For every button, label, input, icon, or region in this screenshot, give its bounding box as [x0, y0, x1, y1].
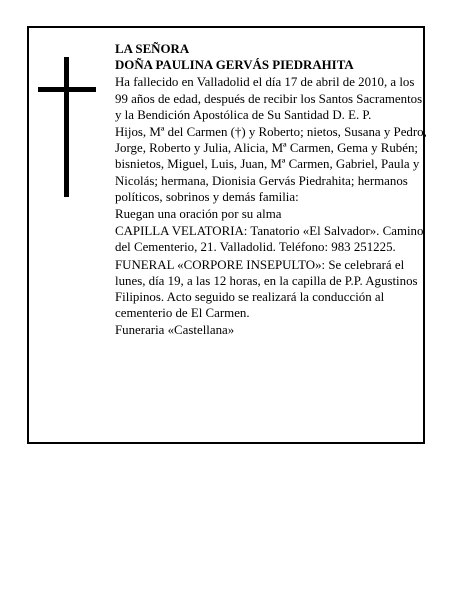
- funeral-info: FUNERAL «CORPORE INSEPULTO»: Se celebrará el lunes, día 19, a las 12 horas, en la capilla de P.P. Agustinos Filipinos. Acto seguido se realizará la conducción al cementerio de El Carmen.: [115, 257, 418, 321]
- family-members: Hijos, Mª del Carmen (†) y Roberto; nietos, Susana y Pedro, Jorge, Roberto y Julia, Alicia, Mª Carmen, Gema y Rubén; bisnietos, Miguel, Luis, Juan, Mª Carmen, Gabriel, Paula y Nicolás; hermana, Dionisia Gervás Piedrahita; hermanos políticos, sobrinos y demás familia:: [115, 125, 427, 204]
- cross-horizontal-bar: [38, 87, 96, 92]
- funeral-home: Funeraria «Castellana»: [115, 323, 235, 338]
- cross-vertical-bar: [64, 57, 69, 197]
- obituary-text-block: [115, 41, 427, 339]
- death-announcement: Ha fallecido en Valladolid el día 17 de abril de 2010, a los 99 años de edad, después de recibir los Santos Sacramentos y la Bendición Apostólica de Su Santidad D. E. P.: [115, 75, 423, 122]
- chapel-info: CAPILLA VELATORIA: Tanatorio «El Salvador». Camino del Cementerio, 21. Valladolid. Teléfono: 983 251225.: [115, 224, 424, 255]
- notice-title: LA SEÑORA: [115, 42, 190, 56]
- prayer-request: Ruegan una oración por su alma: [115, 207, 282, 222]
- deceased-name: DOÑA PAULINA GERVÁS PIEDRAHITA: [115, 58, 354, 73]
